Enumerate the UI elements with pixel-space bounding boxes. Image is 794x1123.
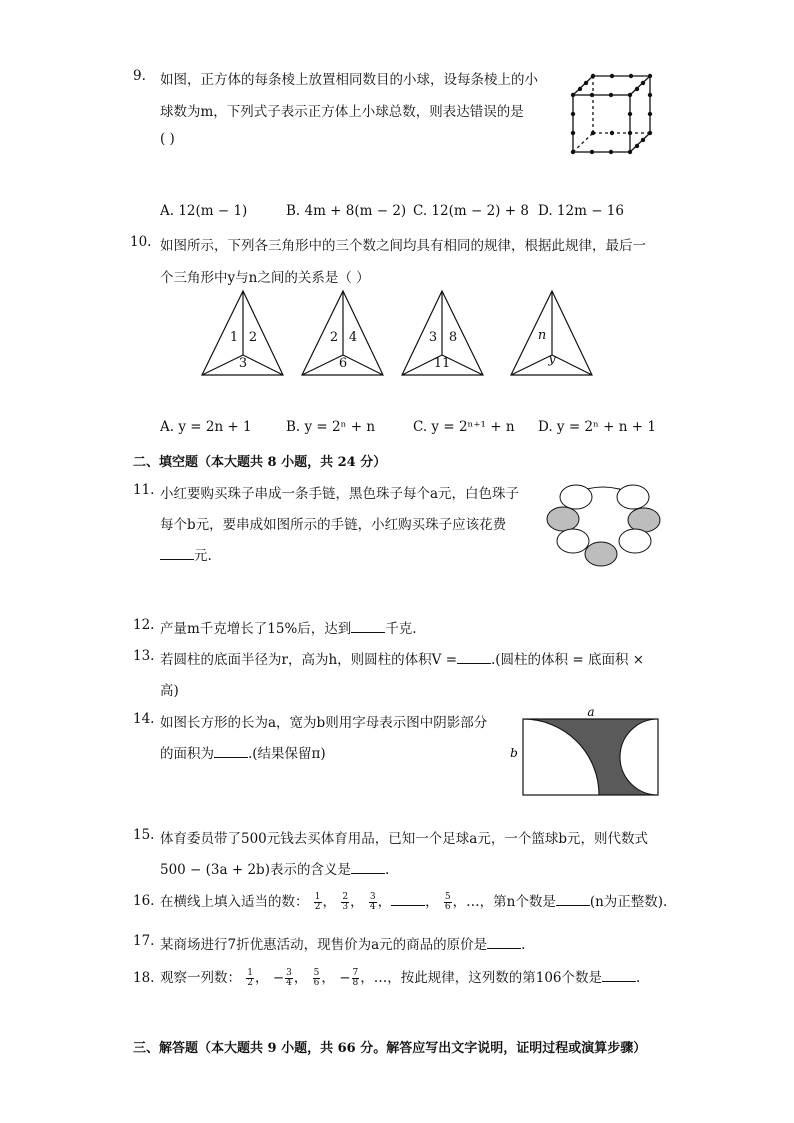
cube-figure bbox=[565, 68, 665, 168]
q10-number: 10. bbox=[130, 234, 152, 250]
q16-blank2 bbox=[556, 894, 590, 906]
tri1-c: 3 bbox=[238, 356, 248, 371]
q12-number: 12. bbox=[133, 617, 155, 633]
q16-blank1 bbox=[391, 894, 425, 906]
q13-text-line1: 若圆柱的底面半径为r，高为h，则圆柱的体积V = .(圆柱的体积 = 底面积 × bbox=[160, 652, 645, 668]
q11-text-line1: 小红要购买珠子串成一条手链，黑色珠子每个a元，白色珠子 bbox=[160, 486, 520, 502]
tri4-c: y bbox=[548, 352, 556, 367]
q10-option-a: A. y = 2n + 1 bbox=[160, 419, 252, 435]
q17-number: 17. bbox=[133, 933, 155, 949]
q14-text-line2: 的面积为 .(结果保留π) bbox=[160, 746, 326, 762]
q15-text-line1: 体育委员带了500元钱去买体育用品，已知一个足球a元，一个篮球b元，则代数式 bbox=[160, 831, 648, 847]
q13-blank bbox=[457, 652, 491, 664]
tri3-c: 11 bbox=[433, 356, 451, 371]
q16-number: 16. bbox=[133, 893, 155, 909]
q18-text: 观察一列数： $\frac{1}{2}$ ， − $\frac{3}{4}$ ， $\frac{5}{6}$ ， − $\frac{7}{8}$ ，…，按此规律，这列数的第106个数是 . bbox=[160, 968, 641, 988]
section-3-heading: 三、解答题（本大题共 9 小题，共 66 分。解答应写出文字说明，证明过程或演算步骤） bbox=[133, 1041, 647, 1056]
q9-option-c: C. 12(m − 2) + 8 bbox=[413, 203, 529, 219]
rectangle-figure bbox=[508, 704, 668, 799]
q12-text: 产量m千克增长了15%后，达到 千克. bbox=[160, 621, 417, 637]
section-2-heading: 二、填空题（本大题共 8 小题，共 24 分） bbox=[133, 455, 387, 470]
q13-number: 13. bbox=[133, 648, 155, 664]
tri2-a: 2 bbox=[329, 330, 339, 345]
q14-number: 14. bbox=[133, 711, 155, 727]
q14-blank bbox=[214, 746, 248, 758]
q9-text-line2: 球数为m，下列式子表示正方体上小球总数，则表达错误的是 bbox=[160, 104, 524, 120]
label-a: a bbox=[587, 705, 595, 719]
q18-blank bbox=[602, 970, 636, 982]
q11-blank bbox=[160, 548, 194, 560]
q18-number: 18. bbox=[133, 970, 155, 986]
q10-text-line2: 个三角形中y与n之间的关系是（ ） bbox=[160, 270, 370, 286]
tri1-b: 2 bbox=[248, 330, 258, 345]
tri1-a: 1 bbox=[229, 330, 239, 345]
q11-text-line2: 每个b元，要串成如图所示的手链，小红购买珠子应该花费 bbox=[160, 517, 507, 533]
q10-option-d: D. y = 2ⁿ + n + 1 bbox=[538, 419, 656, 435]
tri3-b: 8 bbox=[448, 330, 458, 345]
q9-option-b: B. 4m + 8(m − 2) bbox=[286, 203, 407, 219]
q15-text-line2: 500 − (3a + 2b)表示的含义是 . bbox=[160, 862, 390, 878]
bracelet-figure bbox=[543, 480, 663, 570]
q15-number: 15. bbox=[133, 827, 155, 843]
q9-text-line1: 如图，正方体的每条棱上放置相同数目的小球，设每条棱上的小 bbox=[160, 72, 538, 88]
q17-blank bbox=[487, 937, 521, 949]
q10-option-b: B. y = 2ⁿ + n bbox=[286, 419, 376, 435]
q13-text-line2: 高) bbox=[160, 683, 179, 699]
q9-option-d: D. 12m − 16 bbox=[538, 203, 624, 219]
tri2-b: 4 bbox=[348, 330, 358, 345]
q11-text-line3: 元. bbox=[160, 544, 212, 564]
q16-text: 在横线上填入适当的数： $\frac{1}{2}$ ， $\frac{2}{3}$ ， $\frac{3}{4}$ ， ， $\frac{5}{6}$ ，…，第n个数是 (n为正整数). bbox=[160, 892, 668, 912]
q9-option-a: A. 12(m − 1) bbox=[160, 203, 248, 219]
label-b: b bbox=[510, 746, 518, 760]
q10-option-c: C. y = 2ⁿ⁺¹ + n bbox=[413, 419, 515, 435]
q17-text: 某商场进行7折优惠活动，现售价为a元的商品的原价是 . bbox=[160, 937, 526, 953]
tri3-a: 3 bbox=[428, 330, 438, 345]
triangles-figure bbox=[196, 285, 666, 385]
q15-blank bbox=[351, 862, 385, 874]
q12-blank bbox=[351, 621, 385, 633]
q9-text-line3: ( ) bbox=[160, 131, 175, 147]
q14-text-line1: 如图长方形的长为a，宽为b则用字母表示图中阴影部分 bbox=[160, 715, 488, 731]
tri4-a: n bbox=[537, 328, 547, 343]
q11-number: 11. bbox=[133, 482, 155, 498]
tri2-c: 6 bbox=[338, 356, 348, 371]
q10-text-line1: 如图所示，下列各三角形中的三个数之间均具有相同的规律，根据此规律，最后一 bbox=[160, 238, 646, 254]
q9-number: 9. bbox=[133, 68, 146, 84]
